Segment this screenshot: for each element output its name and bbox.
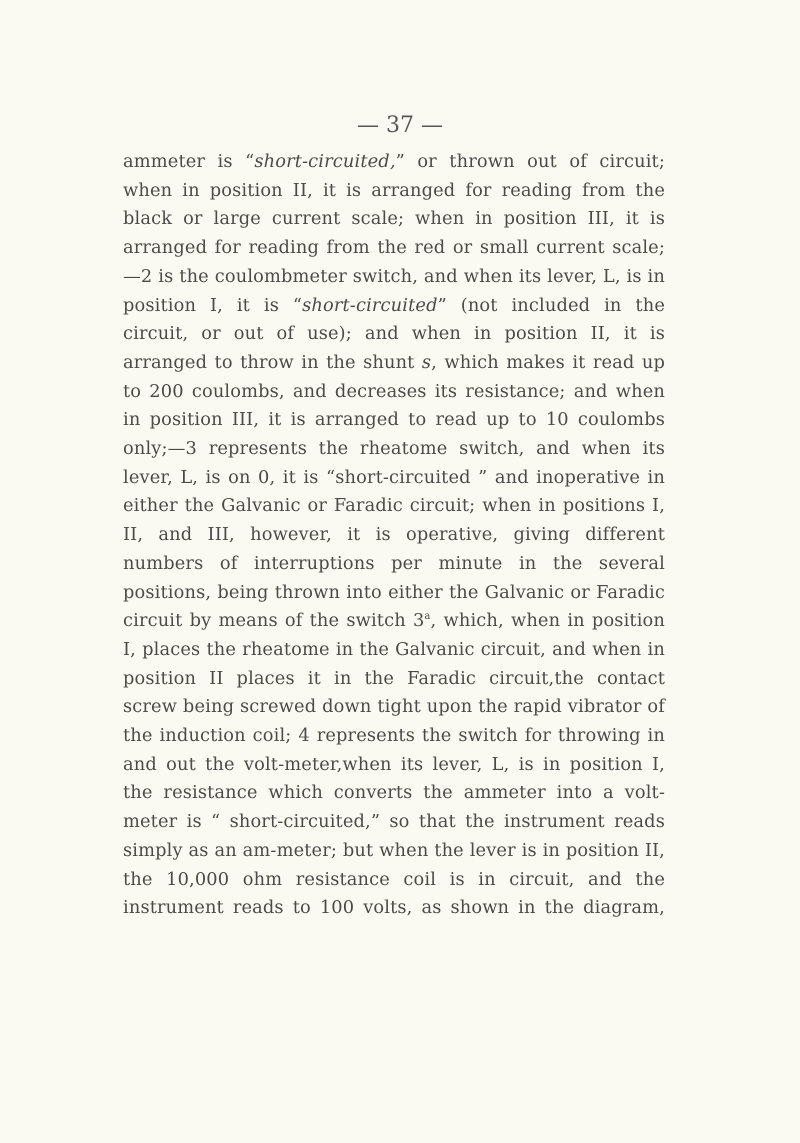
text-segment-3: ” (not included in the circuit, or out of use); and when in position II, it is arranged to throw in the shunt — [123, 294, 665, 373]
text-segment-2: ” or thrown out of circuit; when in position II, it is arranged for reading from the black or large current scale; when in position III, it is arranged for reading from the red or small current scale;—2 is the coulombmeter switch, and when its lever, L, is in position I, it is “ — [123, 151, 665, 316]
text-italic-1: short-circuited, — [254, 151, 396, 172]
text-segment-4: , which makes it read up to 200 coulombs, and decreases its resistance; and when in position III, it is arranged to read up to 10 coulombs only;—3 represents the rheatome switch, and when its lever, L, is on 0, it is “short-circuited ” and inoperative in either the Galvanic or Faradic circuit; when in positions I, II, and III, however, it is operative, giving different numbers of interruptions per minute in the several positions, being thrown into either the Galvanic or Faradic circuit by means of the switch 3 — [123, 351, 665, 632]
body-paragraph — [123, 148, 665, 923]
text-segment-1: ammeter is “ — [123, 151, 255, 172]
text-superscript: a — [424, 611, 431, 623]
text-italic-3: s — [421, 351, 432, 373]
page-number: — 37 — — [357, 113, 443, 138]
text-italic-2: short-circuited — [302, 294, 438, 316]
text-segment-5: , which, when in position I, places the rheatome in the Galvanic circuit, and when in position II places it in the Faradic circuit,the contact screw being screwed down tight upon the rapid vibrator of the induction coil; 4 represents the switch for throwing in and out the volt-meter,when its lever, L, is in position I, the resistance which converts the ammeter into a volt-meter is “ short-circuited,” so that the instrument reads simply as an am-meter; but when the lever is in position II, the 10,000 ohm resistance coil is in circuit, and the instrument reads to 100 volts, as shown in the diagram, — [123, 610, 665, 919]
